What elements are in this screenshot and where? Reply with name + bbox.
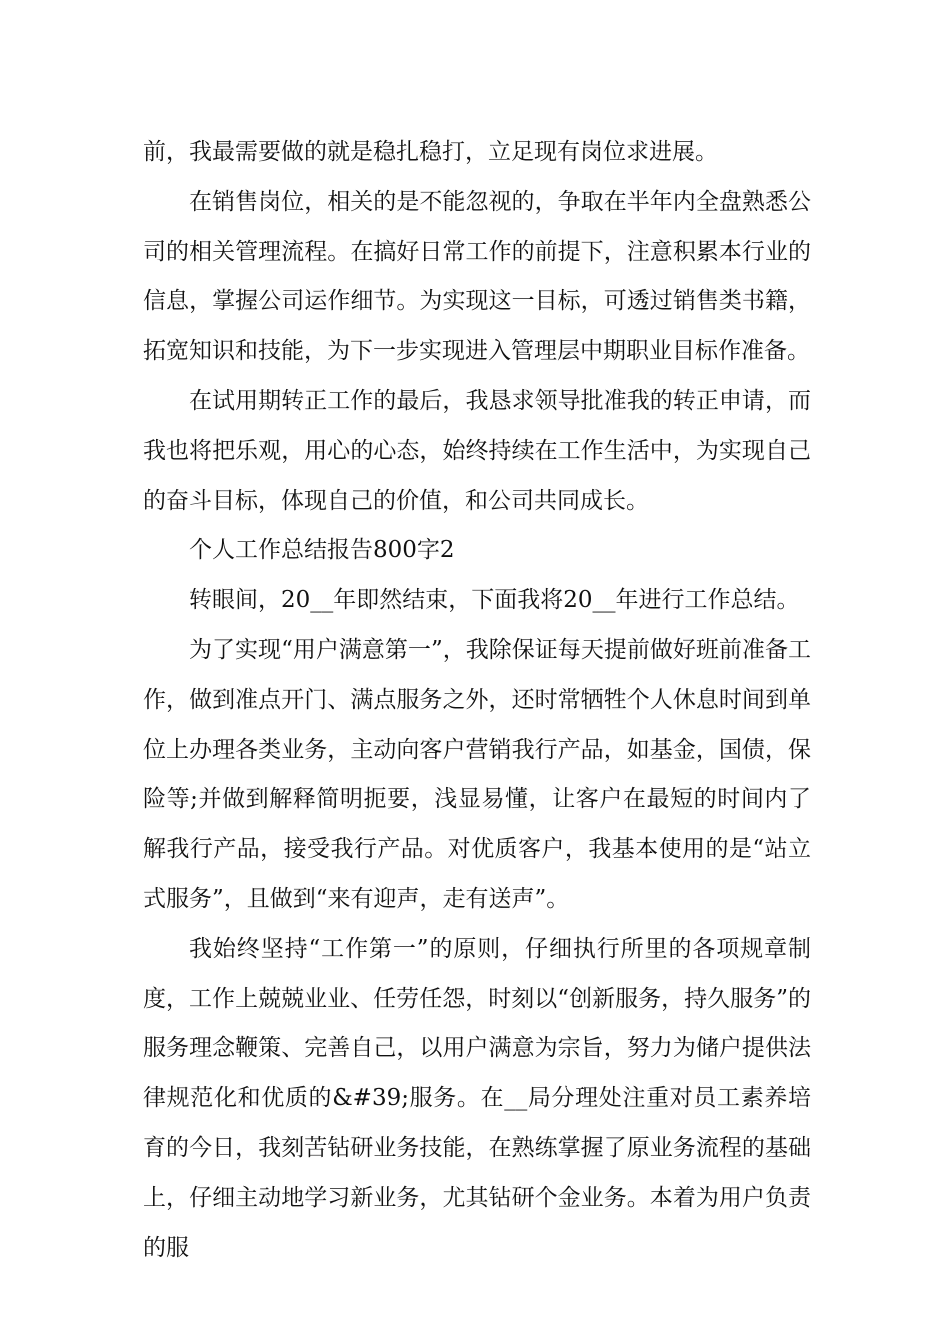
paragraph-probation-request: 在试用期转正工作的最后，我恳求领导批准我的转正申请，而我也将把乐观，用心的心态，始终持续在工作生活中，为实现自己的奋斗目标，体现自己的价值，和公司共同成长。 <box>143 387 811 514</box>
paragraph-continuation: 前，我最需要做的就是稳扎稳打，立足现有岗位求进展。 <box>143 139 718 165</box>
section-heading: 个人工作总结报告800字2 <box>189 537 455 564</box>
paragraph-work-first: 我始终坚持“工作第一”的原则，仔细执行所里的各项规章制度，工作上兢兢业业、任劳任怨，时刻以“创新服务，持久服务”的服务理念鞭策、完善自己，以用户满意为宗旨，努力为储户提供法律规范化和优质的&#39;服务。在__局分理处注重对员工素养培育的今日，我刻苦钻研业务技能，在熟练掌握了原业务流程的基础上，仔细主动地学习新业务，尤其钻研个金业务。本着为用户负责的服 <box>143 935 811 1261</box>
document-body <box>143 128 811 1273</box>
paragraph-intro: 转眼间，20__年即然结束，下面我将20__年进行工作总结。 <box>189 587 800 614</box>
paragraph-sales-position: 在销售岗位，相关的是不能忽视的，争取在半年内全盘熟悉公司的相关管理流程。在搞好日常工作的前提下，注意积累本行业的信息，掌握公司运作细节。为实现这一目标，可透过销售类书籍，拓宽知识和技能，为下一步实现进入管理层中期职业目标作准备。 <box>143 188 811 365</box>
paragraph-customer-satisfaction: 为了实现“用户满意第一”，我除保证每天提前做好班前准备工作，做到准点开门、满点服务之外，还时常牺牲个人休息时间到单位上办理各类业务，主动向客户营销我行产品，如基金，国债，保险等;并做到解释简明扼要，浅显易懂，让客户在最短的时间内了解我行产品，接受我行产品。对优质客户，我基本使用的是“站立式服务”，且做到“来有迎声，走有送声”。 <box>143 636 811 912</box>
